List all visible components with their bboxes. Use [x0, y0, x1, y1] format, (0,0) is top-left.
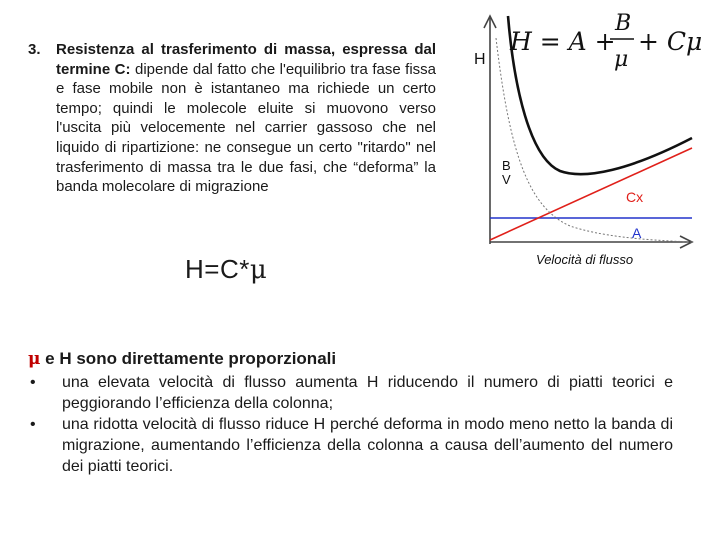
formula-mu: μ [249, 255, 268, 285]
bullet-icon: • [30, 416, 36, 433]
list-item-text: una ridotta velocità di flusso riduce H perché deforma in modo meno netto la banda di migrazione, aumentando l’efficienza della colonna a causa dell’aumento del numero dei piatti teorici. [62, 416, 673, 475]
a-term-label: A [632, 225, 642, 241]
term-c-title: Resistenza al trasferimento di massa, espressa dal termine C: [56, 41, 436, 78]
x-axis-label: Velocità di flusso [536, 252, 634, 267]
equation-rhs: + Cμ [638, 27, 703, 56]
c-term-line [490, 148, 692, 240]
mass-transfer-paragraph [28, 40, 436, 197]
b-label-bottom: V [502, 172, 511, 187]
paragraph-text: dipende dal fatto che l'equilibrio tra fase fissa e fase mobile non è istantaneo ma richiede un certo tempo; quindi le molecole eluite si muovono verso l'uscita più velocemente nel carrier gassoso che nel liquido di ripartizione: ne consegue un certo "ritardo" nel trasferimento di massa tra le due fasi, che “deforma” la banda molecolare di migrazione [56, 60, 437, 196]
van-deemter-graph [470, 8, 708, 278]
list-item-text: una elevata velocità di flusso aumenta H riducendo il numero di piatti teorici e peggiorando l’efficienza della colonna; [62, 374, 673, 412]
y-axis-label: H [474, 51, 486, 68]
b-label-top: B [502, 158, 511, 173]
equation-numerator: B [615, 11, 632, 36]
item-number: 3. [28, 41, 41, 58]
proportionality-heading [28, 349, 336, 369]
conclusion-list [28, 372, 673, 477]
list-item [28, 414, 673, 477]
c-term-label: Cx [626, 189, 644, 205]
formula-lhs: H=C* [185, 254, 250, 284]
formula-h-c-mu [185, 254, 267, 285]
equation-lhs: H = A + [510, 27, 616, 56]
heading-mu: μ [28, 349, 41, 369]
equation-denominator: μ [614, 47, 629, 72]
b-term-curve [496, 38, 692, 242]
heading-text: e H sono direttamente proporzionali [40, 349, 337, 368]
bullet-icon: • [30, 374, 36, 391]
list-item [28, 372, 673, 414]
paragraph-body [56, 40, 436, 197]
